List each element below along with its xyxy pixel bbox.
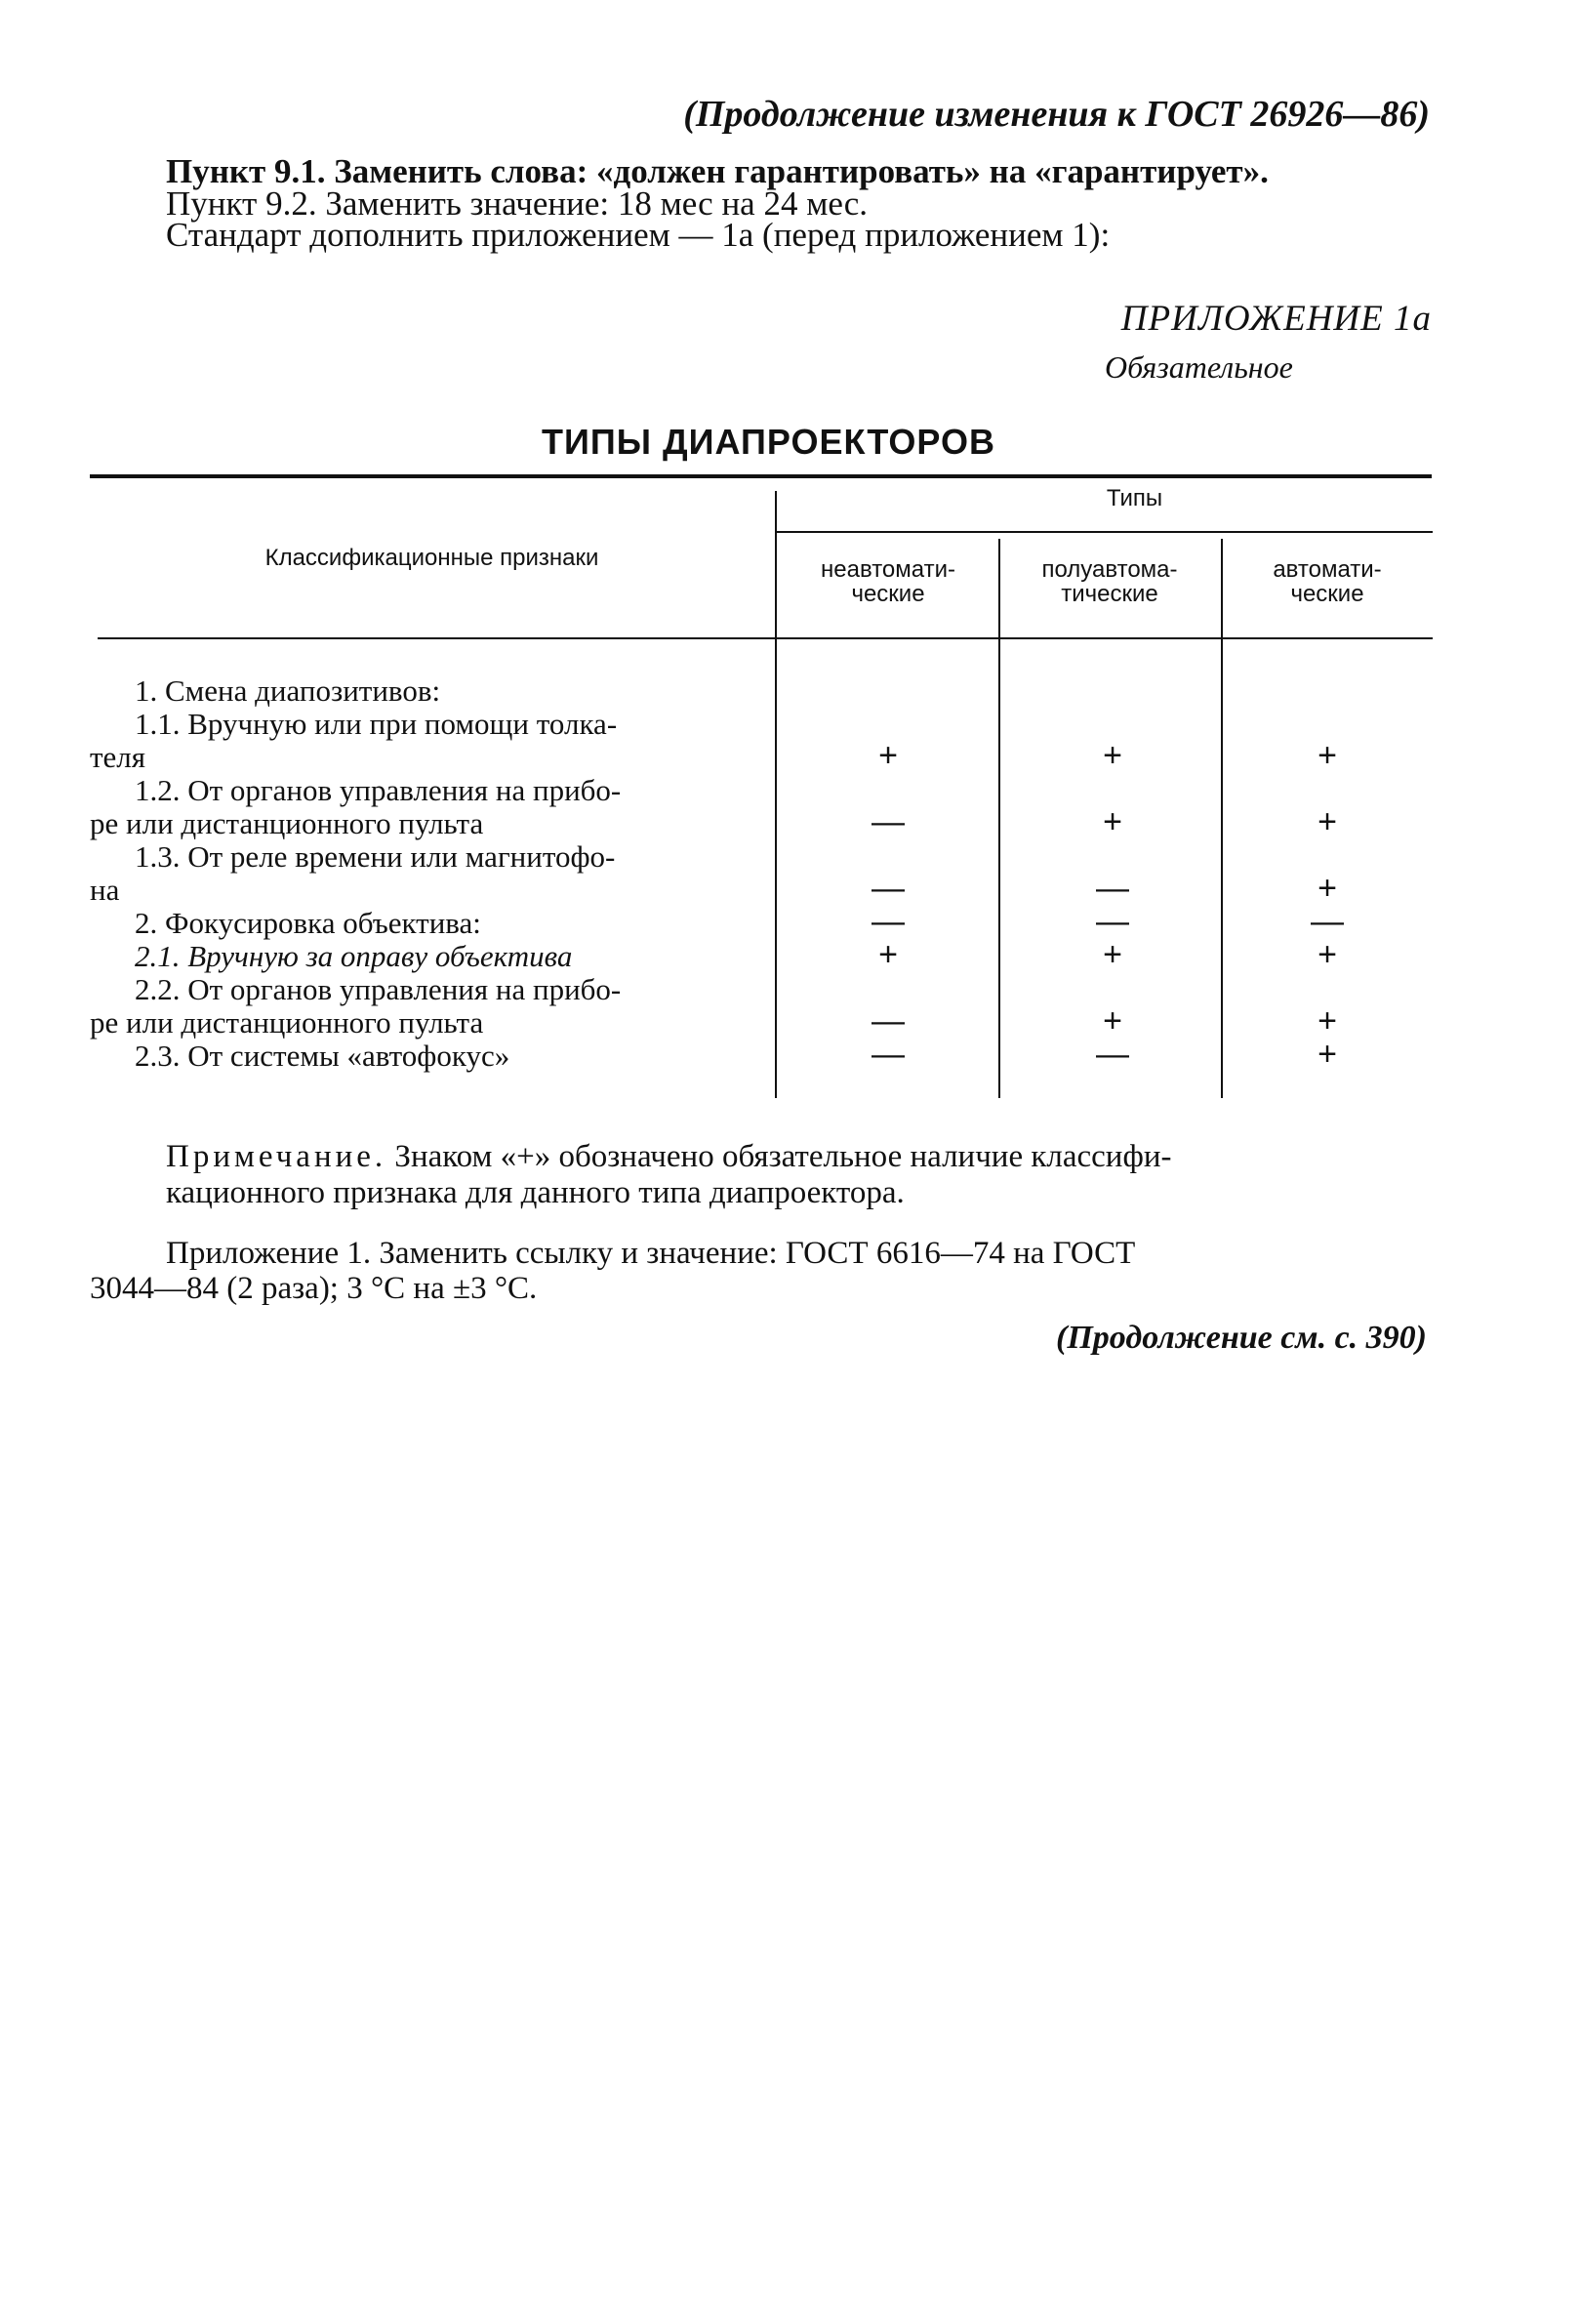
table-top-rule xyxy=(90,474,1432,478)
table-cell-col2: + xyxy=(1103,737,1122,774)
table-row-text: теля xyxy=(90,740,146,774)
table-cell-col2: — xyxy=(1096,870,1129,907)
table-cell-col1: + xyxy=(878,737,898,774)
table-cell-col2: + xyxy=(1103,1002,1122,1040)
table-row-text: 2. Фокусировка объектива: xyxy=(135,906,481,940)
note-text-1: Знаком «+» обозначено обязательное наличие классифи- xyxy=(394,1139,1172,1174)
table-cell-col1: + xyxy=(878,936,898,973)
table-title: ТИПЫ ДИАПРОЕКТОРОВ xyxy=(542,422,995,462)
table-row-text: 2.2. От органов управления на прибо- xyxy=(135,972,622,1006)
table-row-text: на xyxy=(90,873,120,907)
table-header-col1-line2: ческие xyxy=(851,581,925,607)
table-header-col2-line2: тические xyxy=(1061,581,1158,607)
continuation-footer: (Продолжение см. с. 390) xyxy=(1056,1320,1427,1356)
table-cell-col2: + xyxy=(1103,803,1122,840)
paragraph-item-9-1: Пункт 9.1. Заменить слова: «должен гарантировать» на «гарантирует». xyxy=(166,152,1269,190)
appendix-title: ПРИЛОЖЕНИЕ 1а xyxy=(1120,299,1432,339)
table-cell-col3: + xyxy=(1318,803,1337,840)
table-row-text: ре или дистанционного пульта xyxy=(90,806,484,840)
note-line-2: кационного признака для данного типа диапроектора. xyxy=(166,1175,905,1210)
appendix1-line-1: Приложение 1. Заменить ссылку и значение: ГОСТ 6616—74 на ГОСТ xyxy=(166,1236,1136,1271)
table-header-rule xyxy=(98,637,1433,639)
table-row-text: ре или дистанционного пульта xyxy=(90,1005,484,1040)
table-row-text: 1.3. От реле времени или магнитофо- xyxy=(135,839,616,874)
table-row-text: 1. Смена диапозитивов: xyxy=(135,673,441,708)
table-cell-col2: + xyxy=(1103,936,1122,973)
table-row-text: 1.2. От органов управления на прибо- xyxy=(135,773,622,807)
note-label: Примечание. xyxy=(166,1139,387,1174)
table-cell-col3: — xyxy=(1311,903,1344,940)
note-line-1 xyxy=(166,1138,1171,1175)
paragraph-appendix-addition: Стандарт дополнить приложением — 1а (перед приложением 1): xyxy=(166,216,1111,254)
table-header-types: Типы xyxy=(1106,485,1163,511)
table-cell-col3: + xyxy=(1318,1002,1337,1040)
table-header-feature: Классификационные признаки xyxy=(264,545,599,571)
table-cell-col1: — xyxy=(872,803,905,840)
table-divider-col2 xyxy=(1221,539,1223,1098)
table-cell-col1: — xyxy=(872,1036,905,1073)
continuation-header: (Продолжение изменения к ГОСТ 26926—86) xyxy=(683,94,1430,135)
table-header-col2-line1: полуавтома- xyxy=(1041,556,1178,583)
appendix1-line-2: 3044—84 (2 раза); 3 °С на ±3 °С. xyxy=(90,1271,538,1306)
table-cell-col3: + xyxy=(1318,737,1337,774)
table-cell-col2: — xyxy=(1096,903,1129,940)
table-cell-col1: — xyxy=(872,903,905,940)
table-row-text: 1.1. Вручную или при помощи толка- xyxy=(135,707,618,741)
table-cell-col3: + xyxy=(1318,870,1337,907)
paragraph-item-9-2: Пункт 9.2. Заменить значение: 18 мес на 24 мес. xyxy=(166,184,869,223)
table-divider-col1 xyxy=(998,539,1000,1098)
table-cell-col1: — xyxy=(872,1002,905,1040)
table-row-text: 2.3. От системы «автофокус» xyxy=(135,1039,510,1073)
appendix-status: Обязательное xyxy=(1105,349,1293,385)
table-row-text: 2.1. Вручную за оправу объектива xyxy=(135,939,573,973)
table-cell-col3: + xyxy=(1318,1036,1337,1073)
table-cell-col2: — xyxy=(1096,1036,1129,1073)
table-header-col3-line2: ческие xyxy=(1290,581,1364,607)
table-types-rule xyxy=(777,531,1433,533)
table-cell-col3: + xyxy=(1318,936,1337,973)
table-header-col1-line1: неавтомати- xyxy=(821,556,955,583)
table-header-col3-line1: автомати- xyxy=(1273,556,1382,583)
table-cell-col1: — xyxy=(872,870,905,907)
